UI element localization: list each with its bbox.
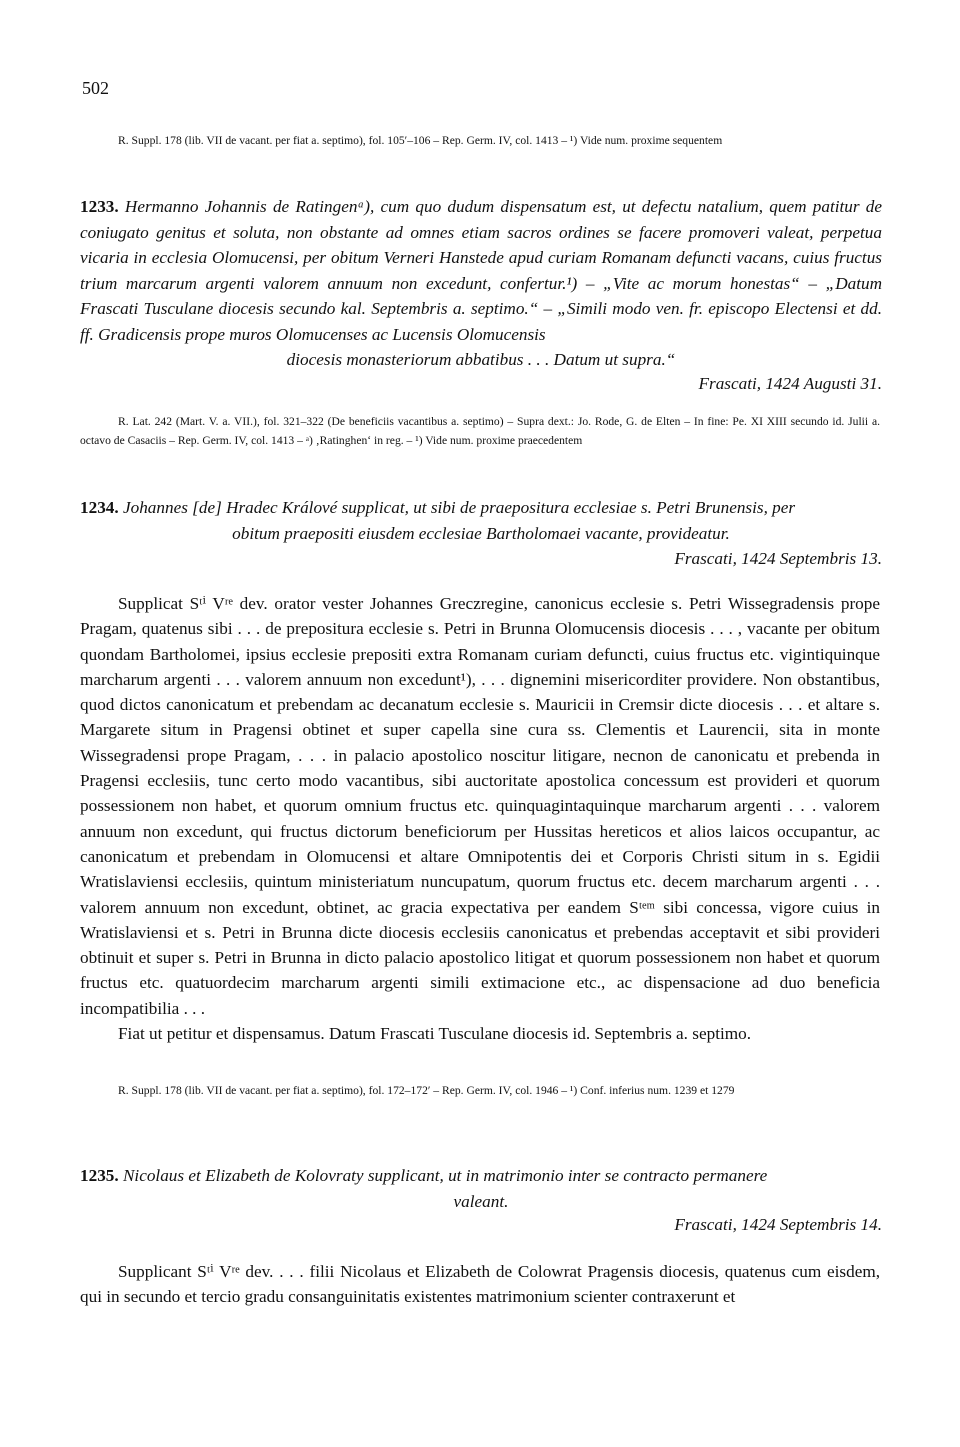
entry-1235-heading — [80, 1163, 882, 1214]
entry-1235-text — [80, 1259, 880, 1310]
supplication-paragraph: Supplicat Sᵗⁱ Vʳᵉ dev. orator vester Johannes Greczregine, canonicus ecclesie s. Petri Wissegradensis prope Pragam, quatenus sibi . . . de prepositura ecclesie s. Petri in Brunna Olomucensis diocesis . . . , vacante per obitum quondam Bartholomei, ipsius ecclesie prepositi extra Romanam curiam defuncti, cuius fructus etc. vigintiquinque marcharum argenti . . . valorem annuum non excedunt¹), . . . dignemini misericorditer providere. Non obstantibus, quod dictos canonicatum et prebendam ac decanatum ecclesie s. Mauricii in Cremsir dicte diocesis . . . et altare s. Margarete situm in Pragensi obtinet et super capella sine cura ss. Clementis et Laurencii, sita in monte Wissegradensi prope Pragam, . . . in palacio apostolico noscitur litigare, necnon de canonicatu et prebenda in Pragensi ecclesiis, tunc certo modo vacantibus, sibi auctoritate apostolica concessum est provideri et quorum possessionem non habet, et quorum omnium fructus etc. quinquagintaquinque marcharum argenti . . . valorem annuum non excedunt, qui fructus dictorum beneficiorum per Hussitas hereticos et alios laicos occupantur, ac canonicatum et prebendam in Olomucensi et altare Omnipotentis dei et Corporis Christi situm in s. Egidii Wratislaviensi ecclesiis, quintum ministeriatum nuncupatum, quorum fructus etc. decem marcharum argenti . . . valorem annuum non excedunt, obtinet, ac gracia expectativa per eandem Sᵗᵉᵐ sibi concessa, vigore cuius in Wratislaviensi et s. Petri in Brunna dicte diocesis ecclesiis canonicatus et prebendas acceptavit et sibi provideri obtinuit et super s. Petri in Brunna in dicto palacio apostolico litigat et quorum possessionem non habet et quorum fructus etc. quatuordecim marcharum argenti simili extimacione etc., ac dispensacione ad duo beneficia incompatibilia . . . — [80, 594, 880, 1018]
page-number: 502 — [82, 78, 109, 98]
entry-regest-last-line: valeant. — [453, 1191, 509, 1211]
entry-1235-date: Frascati, 1424 Septembris 14. — [674, 1215, 882, 1234]
entry-number: 1233. — [80, 197, 119, 216]
entry-regest: Johannes [de] Hradec Králové supplicat, ut sibi de praepositura ecclesiae s. Petri Brunensis, per — [122, 498, 796, 517]
supplication-paragraph: Supplicant Sᵗⁱ Vʳᵉ dev. . . . filii Nicolaus et Elizabeth de Colowrat Pragensis diocesis, quatenus cum eisdem, qui in secundo et tercio gradu consanguinitatis existentes matrimonium scienter contraxerunt et — [80, 1262, 880, 1307]
entry-regest: Nicolaus et Elizabeth de Kolovraty supplicant, ut in matrimonio inter se contracto permanere — [122, 1166, 768, 1185]
entry-1233-date: Frascati, 1424 Augusti 31. — [698, 374, 882, 393]
entry-1233-heading — [80, 194, 882, 373]
signature-paragraph: Fiat ut petitur et dispensamus. Datum Frascati Tusculane diocesis id. Septembris a. septimo. — [118, 1024, 751, 1044]
entry-regest-last-line: diocesis monasteriorum abbatibus . . . Datum ut supra.“ — [286, 350, 676, 369]
entry-1234-text — [80, 591, 880, 1046]
entry-1234-heading — [80, 495, 882, 546]
entry-number: 1235. — [80, 1166, 119, 1185]
top-footnote: R. Suppl. 178 (lib. VII de vacant. per fiat a. septimo), fol. 105′–106 – Rep. Germ. IV, col. 1413 – ¹) Vide num. proxime sequentem — [118, 134, 723, 147]
entry-regest: Hermanno Johannis de Ratingenᵃ), cum quo dudum dispensatum est, ut defectu natalium, quem patitur de coniugato genitus et soluta, non obstante ad omnes etiam sacros ordines se facere promoveri valeat, perpetua vicaria in ecclesia Olomucensi, per obitum Verneri Hanstede apud curiam Romanam defuncti vacans, cuius fructus trium marcarum argenti valorem annuum non excedunt, confertur.¹) – „Vite ac morum honestas“ – „Datum Frascati Tusculane diocesis secundo kal. Septembris a. septimo.“ – „Simili modo ven. fr. episcopo Electensi et dd. ff. Gradicensis prope muros Olomucenses ac Lucensis Olomucensis — [80, 197, 883, 344]
entry-regest-last-line: obitum praepositi eiusdem ecclesiae Bartholomaei vacante, provideatur. — [232, 523, 730, 543]
entry-1234-date: Frascati, 1424 Septembris 13. — [674, 549, 882, 568]
entry-1233-note: R. Lat. 242 (Mart. V. a. VII.), fol. 321–322 (De beneficiis vacantibus a. septimo) – Supra dext.: Jo. Rode, G. de Elten – In fine: Pe. XI XIII secundo id. Julii a. octavo de Casaciis – Rep. Germ. IV, col. 1413 – ᵃ) ‚Ratinghen‘ in reg. – ¹) Vide num. proxime praecedentem — [80, 415, 880, 447]
entry-1234-note: R. Suppl. 178 (lib. VII de vacant. per fiat a. septimo), fol. 172–172′ – Rep. Germ. IV, col. 1946 – ¹) Conf. inferius num. 1239 et 1279 — [118, 1084, 735, 1097]
entry-number: 1234. — [80, 498, 119, 517]
